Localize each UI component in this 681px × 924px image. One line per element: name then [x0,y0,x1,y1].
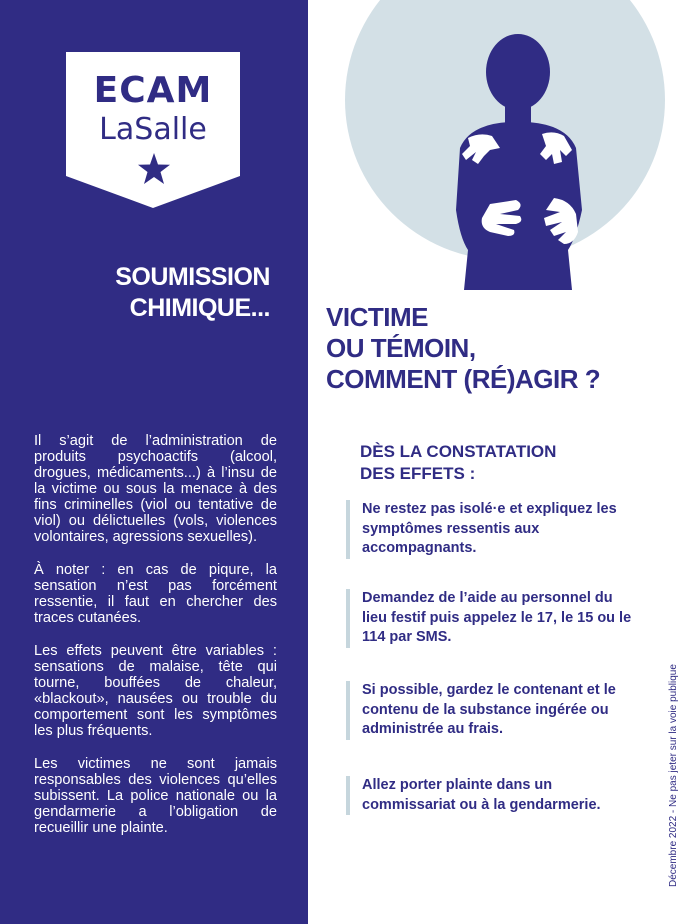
star-icon [137,152,171,186]
main-title-line2: OU TÉMOIN, [326,333,476,363]
main-title-line1: VICTIME [326,302,428,332]
left-text [34,433,277,853]
main-title [326,302,646,395]
person-illustration [340,0,652,300]
left-paragraph: Il s’agit de l’administration de produits psychoactifs (alcool, drogues, médicaments...) à l’insu de la victime ou sous la menace à des fins criminelles (viol ou tentative de viol) ou délictuelles (vols, violences volontaires, agressions sexuelles). [34,433,277,545]
advice-item: Si possible, gardez le contenant et le contenu de la substance ingérée ou administrée au frais. [346,681,632,740]
logo-text-lasalle: LaSalle [99,112,207,147]
footer-note: Décembre 2022 - Ne pas jeter sur la voie publique [668,664,679,887]
logo-text-ecam: ECAM [93,70,213,111]
section-heading [360,441,620,485]
left-title [40,262,270,324]
section-heading-line1: DÈS LA CONSTATATION [360,442,557,461]
main-title-line3: COMMENT (RÉ)AGIR ? [326,364,601,394]
advice-item: Ne restez pas isolé·e et expliquez les symptômes ressentis aux accompagnants. [346,500,632,559]
left-paragraph: Les victimes ne sont jamais responsables des violences qu’elles subissent. La police nationale ou la gendarmerie a l’obligation de recueillir une plainte. [34,756,277,836]
left-title-line2: CHIMIQUE... [129,294,270,322]
left-paragraph: Les effets peuvent être variables : sensations de malaise, tête qui tourne, bouffées de chaleur, «blackout», nausées ou trouble du comportement sont les symptômes les plus fréquents. [34,643,277,739]
section-heading-line2: DES EFFETS : [360,464,476,483]
advice-item: Demandez de l’aide au personnel du lieu festif puis appelez le 17, le 15 ou le 114 par SMS. [346,589,632,648]
advice-item: Allez porter plainte dans un commissariat ou à la gendarmerie. [346,776,632,815]
left-paragraph: À noter : en cas de piqure, la sensation n’est pas forcément ressentie, il faut en chercher des traces cutanées. [34,562,277,626]
left-title-line1: SOUMISSION [115,263,270,291]
